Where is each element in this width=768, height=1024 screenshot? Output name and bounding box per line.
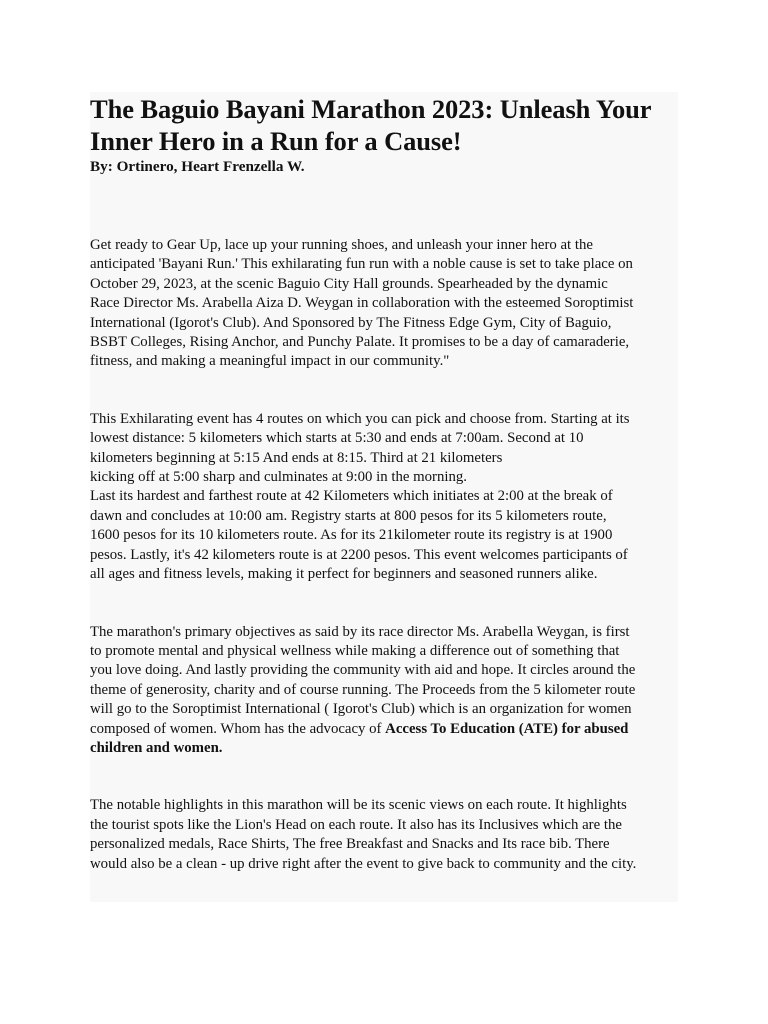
text-line: Get ready to Gear Up, lace up your running shoes, and unleash your inner hero at the <box>90 237 593 253</box>
text-line: theme of generosity, charity and of course running. The Proceeds from the 5 kilometer route <box>90 681 636 698</box>
text-line: Race Director Ms. Arabella Aiza D. Weygan in collaboration with the esteemed Soroptimist <box>90 295 634 312</box>
text-line: will go to the Soroptimist International ( Igorot's Club) which is an organization for women <box>90 701 632 718</box>
document-page <box>90 92 678 902</box>
bold-text: Access To Education (ATE) for abused <box>385 720 629 737</box>
text-line: October 29, 2023, at the scenic Baguio City Hall grounds. Spearheaded by the dynamic <box>90 275 608 292</box>
text-line-mixed <box>90 720 678 739</box>
text-line: BSBT Colleges, Rising Anchor, and Punchy Palate. It promises to be a day of camaraderie, <box>90 334 630 351</box>
article-title <box>90 92 678 157</box>
paragraph-intro <box>90 236 678 372</box>
text-line: pesos. Lastly, it's 42 kilometers route is at 2200 pesos. This event welcomes participants of <box>90 546 628 563</box>
text-line: 1600 pesos for its 10 kilometers route. As for its 21kilometer route its registry is at 1900 <box>90 527 613 544</box>
text-line: This Exhilarating event has 4 routes on which you can pick and choose from. Starting at its <box>90 410 630 427</box>
title-line: The Baguio Bayani Marathon 2023: Unleash Your <box>90 94 652 124</box>
text-line: personalized medals, Race Shirts, The free Breakfast and Snacks and Its race bib. There <box>90 836 610 853</box>
article <box>90 92 678 874</box>
byline: By: Ortinero, Heart Frenzella W. <box>90 158 305 175</box>
text-line: International (Igorot's Club). And Sponsored by The Fitness Edge Gym, City of Baguio, <box>90 314 612 331</box>
paragraph-routes <box>90 410 678 585</box>
plain-text: composed of women. Whom has the advocacy of <box>90 720 386 737</box>
text-line: to promote mental and physical wellness while making a difference out of something that <box>90 642 620 659</box>
text-line: kilometers beginning at 5:15 And ends at 8:15. Third at 21 kilometers <box>90 449 503 466</box>
text-line: The notable highlights in this marathon will be its scenic views on each route. It highlights <box>90 797 627 814</box>
text-line: would also be a clean - up drive right after the event to give back to community and the city. <box>90 855 637 872</box>
text-line: kicking off at 5:00 sharp and culminates at 9:00 in the morning. <box>90 469 467 486</box>
text-line: fitness, and making a meaningful impact in our community." <box>90 353 450 370</box>
text-line: the tourist spots like the Lion's Head on each route. It also has its Inclusives which are the <box>90 816 622 833</box>
text-line: Last its hardest and farthest route at 42 Kilometers which initiates at 2:00 at the break of <box>90 488 613 505</box>
bold-text-line: children and women. <box>90 739 223 756</box>
title-line: Inner Hero in a Run for a Cause! <box>90 126 462 156</box>
text-line: you love doing. And lastly providing the community with aid and hope. It circles around the <box>90 662 636 679</box>
paragraph-objectives <box>90 623 678 759</box>
text-line: dawn and concludes at 10:00 am. Registry starts at 800 pesos for its 5 kilometers route, <box>90 507 607 524</box>
paragraph-highlights <box>90 796 678 874</box>
text-line: anticipated 'Bayani Run.' This exhilarating fun run with a noble cause is set to take place on <box>90 256 633 273</box>
text-line: The marathon's primary objectives as said by its race director Ms. Arabella Weygan, is first <box>90 623 630 640</box>
text-line: lowest distance: 5 kilometers which starts at 5:30 and ends at 7:00am. Second at 10 <box>90 430 584 447</box>
text-line: all ages and fitness levels, making it perfect for beginners and seasoned runners alike. <box>90 566 598 583</box>
